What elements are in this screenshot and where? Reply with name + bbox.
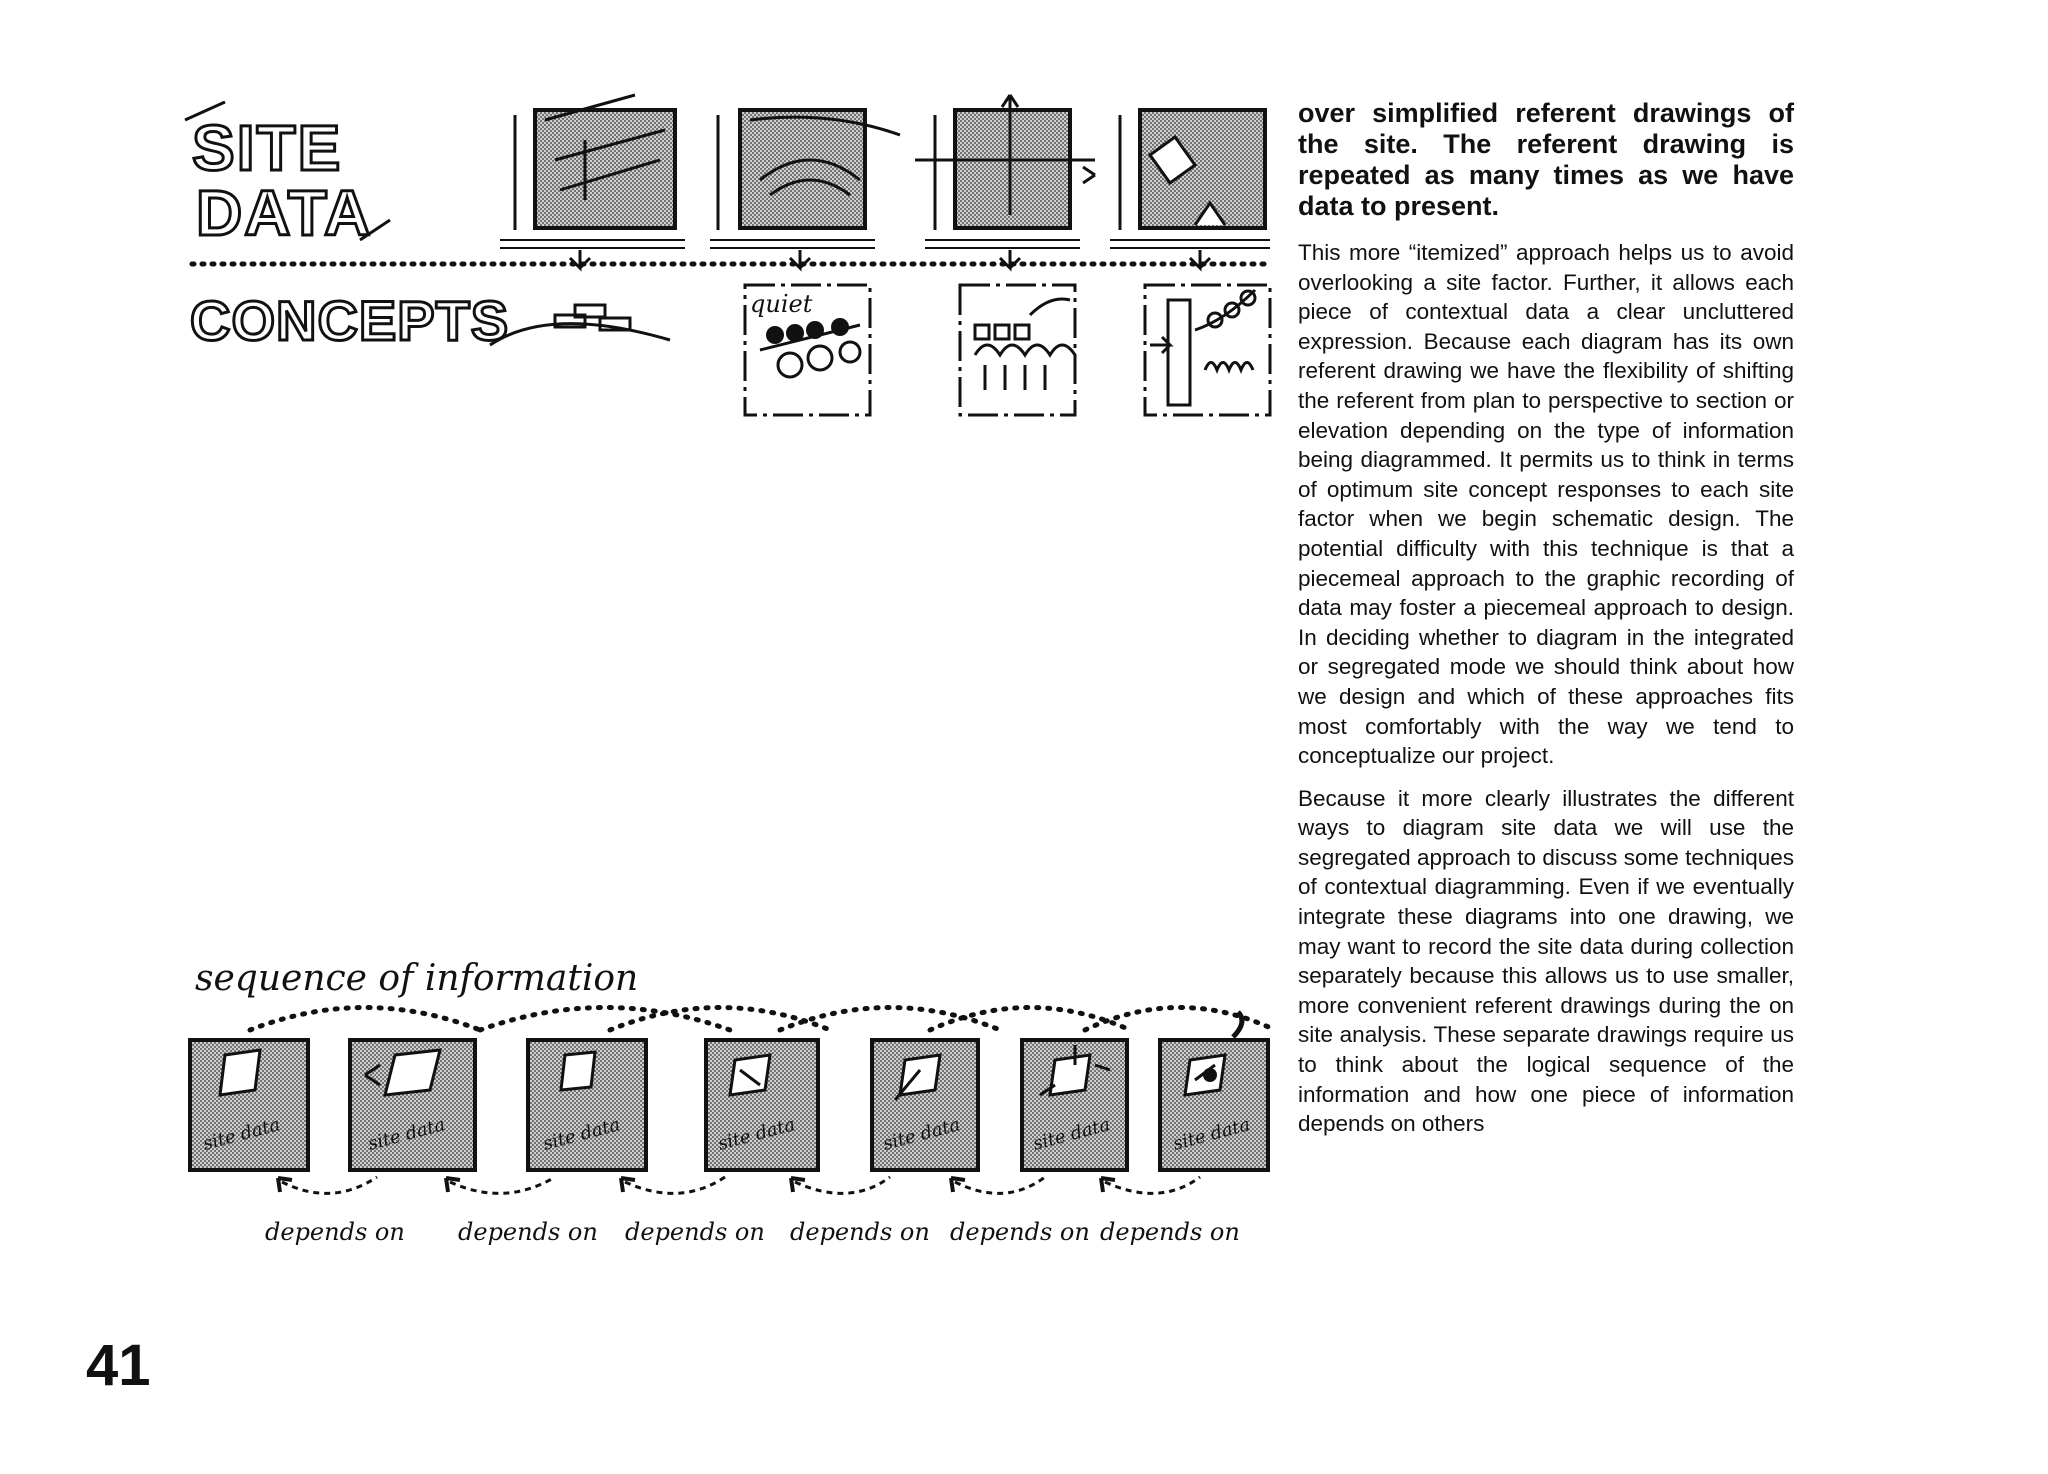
sequence-box-2-label: site data [365,1114,448,1155]
depends-arrowheads [278,1178,1115,1192]
lead-paragraph: over simplified referent drawings of the site. The referent drawing is repeated as many times as we have data to present. [1298,98,1794,221]
sequence-box-7-label: site data [1170,1114,1253,1155]
concept-sketch-4 [1145,285,1270,415]
depends-label-2: depends on [458,1218,598,1246]
depends-labels [265,1218,1240,1246]
data-label: DATA [196,177,373,249]
concept-sketch-3 [960,285,1075,415]
page-number: 41 [86,1333,151,1398]
sequence-box-6-label: site data [1030,1114,1113,1155]
paragraph-2: Because it more clearly illustrates the different ways to diagram site data we will use the segregated approach to discuss some techniques of contextual diagramming. Even if we eventually integrate these diagrams into one drawing, we may want to record the site data during collection separately because this allows us to use smaller, more convenient referent drawings during the on site analysis. These separate drawings require us to think about the logical sequence of the information and how one piece of information depends on others [1298,785,1794,1137]
sequence-box-7 [1160,1040,1268,1170]
sequence-box-3-label: site data [540,1114,623,1155]
sequence-box-6 [1022,1040,1127,1170]
sequence-label: sequence of information [195,958,639,999]
site-data-panel-3 [915,95,1095,248]
depends-label-3: depends on [625,1218,765,1246]
depends-label-5: depends on [950,1218,1090,1246]
concept-sketch-1 [490,305,670,345]
concept-sketch-2 [745,285,870,415]
depends-label-4: depends on [790,1218,930,1246]
site-data-panel-4 [1110,110,1270,248]
paragraph-1: This more “itemized” approach helps us to avoid overlooking a site factor. Further, it allows each piece of contextual data a clear uncluttered expression. Because each diagram has its own referent drawing we have the flexibility of shifting the referent from plan to perspective to section or elevation depending on the type of information being diagrammed. It permits us to think in terms of optimum site concept responses to each site factor when we begin schematic design. The potential difficulty with this technique is that a piecemeal approach to the graphic recording of data may foster a piecemeal approach to design. In deciding whether to diagram in the integrated or segregated mode we should think about how we design and which of these approaches fits most comfortably with the way we tend to conceptualize our project. [1298,240,1794,769]
depends-label-1: depends on [265,1218,405,1246]
sequence-box-5-label: site data [880,1114,963,1155]
site-data-title [185,102,390,249]
text-column [1298,98,1794,1152]
concepts-label: CONCEPTS [190,289,510,352]
depends-arrows [282,1177,1200,1193]
site-label: SITE [192,112,343,184]
sequence-box-2 [350,1040,475,1170]
sequence-dotted-arcs [250,1008,1275,1031]
site-data-panel-1 [500,95,685,248]
sequence-box-1 [190,1040,308,1170]
sequence-box-3 [528,1040,646,1170]
sequence-box-4-label: site data [715,1114,798,1155]
sequence-box-5 [872,1040,978,1170]
site-data-panel-2 [710,110,900,248]
sequence-box-1-label: site data [200,1114,283,1155]
quiet-label: quiet [750,290,813,318]
sequence-box-4 [706,1040,818,1170]
depends-label-6: depends on [1100,1218,1240,1246]
